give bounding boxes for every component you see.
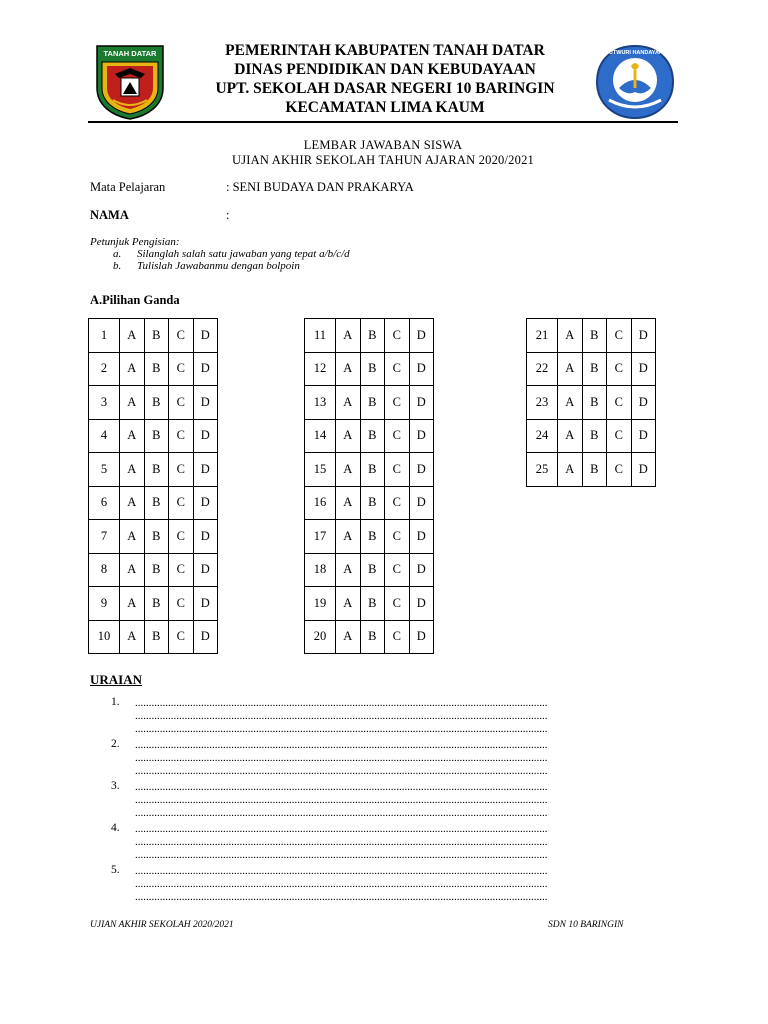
answer-option-c[interactable]: C <box>385 419 410 453</box>
instruction-b-text: Tulislah Jawabanmu dengan bolpoin <box>137 260 300 272</box>
question-number: 14 <box>305 419 336 453</box>
question-number: 10 <box>89 620 120 654</box>
question-number: 13 <box>305 386 336 420</box>
question-number: 4 <box>89 419 120 453</box>
answer-option-a[interactable]: A <box>558 319 583 353</box>
subject-value: : SENI BUDAYA DAN PRAKARYA <box>226 180 414 194</box>
answer-option-c[interactable]: C <box>169 553 194 587</box>
answer-option-a[interactable]: A <box>336 520 361 554</box>
tut-wuri-handayani-logo-text: TUTWURI HANDAYANI <box>605 50 665 56</box>
answer-table-1 <box>88 318 218 654</box>
question-number: 3 <box>89 386 120 420</box>
name-value: : <box>226 208 230 222</box>
answer-option-a[interactable]: A <box>120 453 145 487</box>
answer-option-b[interactable]: B <box>144 419 169 453</box>
answer-option-c[interactable]: C <box>385 486 410 520</box>
question-number: 7 <box>89 520 120 554</box>
answer-option-b[interactable]: B <box>144 620 169 654</box>
answer-option-c[interactable]: C <box>385 319 410 353</box>
answer-option-c[interactable]: C <box>385 553 410 587</box>
answer-option-d[interactable]: D <box>409 620 434 654</box>
answer-option-a[interactable]: A <box>120 486 145 520</box>
answer-option-a[interactable]: A <box>120 620 145 654</box>
answer-option-a[interactable]: A <box>120 553 145 587</box>
instructions-heading: Petunjuk Pengisian: <box>90 236 180 248</box>
answer-option-c[interactable]: C <box>169 587 194 621</box>
header-divider <box>88 121 678 123</box>
tanah-datar-logo-text: TANAH DATAR <box>103 49 157 58</box>
answer-option-a[interactable]: A <box>120 587 145 621</box>
answer-option-d[interactable]: D <box>193 620 218 654</box>
answer-option-c[interactable]: C <box>169 352 194 386</box>
answer-row <box>527 319 656 353</box>
answer-row <box>305 620 434 654</box>
answer-option-c[interactable]: C <box>169 486 194 520</box>
answer-option-a[interactable]: A <box>336 386 361 420</box>
question-number: 6 <box>89 486 120 520</box>
answer-option-b[interactable]: B <box>144 352 169 386</box>
answer-option-d[interactable]: D <box>193 587 218 621</box>
answer-option-b[interactable]: B <box>144 520 169 554</box>
answer-option-d[interactable]: D <box>409 386 434 420</box>
essay-answer-line[interactable]: ...................................................................................................................................................... <box>135 823 548 835</box>
answer-row <box>305 453 434 487</box>
footer-right: SDN 10 BARINGIN <box>548 920 624 930</box>
answer-option-b[interactable]: B <box>360 553 385 587</box>
answer-option-b[interactable]: B <box>144 587 169 621</box>
question-number: 21 <box>527 319 558 353</box>
answer-option-a[interactable]: A <box>120 520 145 554</box>
answer-option-d[interactable]: D <box>409 453 434 487</box>
tut-wuri-handayani-logo <box>595 44 675 120</box>
answer-row <box>305 587 434 621</box>
answer-option-c[interactable]: C <box>169 520 194 554</box>
essay-question-number: 3. <box>111 780 120 792</box>
name-label: NAMA <box>90 208 129 222</box>
sheet-title <box>88 138 678 168</box>
question-number: 12 <box>305 352 336 386</box>
question-number: 20 <box>305 620 336 654</box>
answer-option-c[interactable]: C <box>385 453 410 487</box>
answer-option-d[interactable]: D <box>631 352 656 386</box>
answer-row <box>89 520 218 554</box>
answer-option-d[interactable]: D <box>193 352 218 386</box>
answer-option-c[interactable]: C <box>169 620 194 654</box>
answer-option-d[interactable]: D <box>631 386 656 420</box>
answer-option-d[interactable]: D <box>631 419 656 453</box>
answer-option-a[interactable]: A <box>558 386 583 420</box>
essay-answer-line[interactable]: ...................................................................................................................................................... <box>135 752 548 764</box>
essay-question-number: 5. <box>111 864 120 876</box>
answer-option-c[interactable]: C <box>169 319 194 353</box>
answer-option-d[interactable]: D <box>631 319 656 353</box>
answer-row <box>305 386 434 420</box>
answer-option-b[interactable]: B <box>144 386 169 420</box>
question-number: 8 <box>89 553 120 587</box>
answer-table-2 <box>304 318 434 654</box>
answer-row <box>527 352 656 386</box>
essay-answer-line[interactable]: ...................................................................................................................................................... <box>135 878 548 890</box>
answer-option-a[interactable]: A <box>336 486 361 520</box>
essay-question-number: 2. <box>111 738 120 750</box>
essay-answer-line[interactable]: ...................................................................................................................................................... <box>135 794 548 806</box>
answer-option-d[interactable]: D <box>409 553 434 587</box>
answer-row <box>527 386 656 420</box>
answer-option-d[interactable]: D <box>409 352 434 386</box>
answer-option-a[interactable]: A <box>120 352 145 386</box>
essay-answer-line[interactable]: ...................................................................................................................................................... <box>135 723 548 735</box>
answer-option-d[interactable]: D <box>193 419 218 453</box>
question-number: 9 <box>89 587 120 621</box>
essay-answer-line[interactable]: ...................................................................................................................................................... <box>135 836 548 848</box>
answer-option-a[interactable]: A <box>558 419 583 453</box>
answer-row <box>305 486 434 520</box>
answer-row <box>89 587 218 621</box>
answer-row <box>527 419 656 453</box>
answer-option-b[interactable]: B <box>360 386 385 420</box>
answer-row <box>305 319 434 353</box>
answer-option-d[interactable]: D <box>193 386 218 420</box>
instruction-b-marker: b. <box>113 260 122 272</box>
answer-option-a[interactable]: A <box>120 419 145 453</box>
answer-row <box>89 352 218 386</box>
instruction-a-text: Silanglah salah satu jawaban yang tepat a/b/c/d <box>137 248 350 260</box>
answer-option-c[interactable]: C <box>169 453 194 487</box>
answer-option-b[interactable]: B <box>582 319 607 353</box>
answer-option-b[interactable]: B <box>582 419 607 453</box>
answer-option-b[interactable]: B <box>144 453 169 487</box>
essay-answer-line[interactable]: ...................................................................................................................................................... <box>135 807 548 819</box>
answer-option-a[interactable]: A <box>336 319 361 353</box>
question-number: 24 <box>527 419 558 453</box>
answer-option-c[interactable]: C <box>607 386 632 420</box>
answer-option-c[interactable]: C <box>169 386 194 420</box>
essay-answer-line[interactable]: ...................................................................................................................................................... <box>135 849 548 861</box>
answer-row <box>305 553 434 587</box>
answer-option-d[interactable]: D <box>193 319 218 353</box>
answer-option-b[interactable]: B <box>360 486 385 520</box>
answer-option-b[interactable]: B <box>360 319 385 353</box>
answer-option-b[interactable]: B <box>360 520 385 554</box>
answer-row <box>305 352 434 386</box>
tanah-datar-logo <box>93 44 167 120</box>
answer-option-b[interactable]: B <box>582 386 607 420</box>
letterhead-line-4: KECAMATAN LIMA KAUM <box>285 99 485 116</box>
answer-option-b[interactable]: B <box>360 419 385 453</box>
answer-option-c[interactable]: C <box>607 319 632 353</box>
answer-option-d[interactable]: D <box>409 419 434 453</box>
answer-row <box>305 419 434 453</box>
answer-row <box>89 620 218 654</box>
question-number: 18 <box>305 553 336 587</box>
question-number: 25 <box>527 453 558 487</box>
question-number: 2 <box>89 352 120 386</box>
answer-option-d[interactable]: D <box>409 587 434 621</box>
instruction-a-marker: a. <box>113 248 122 260</box>
essay-answer-line[interactable]: ...................................................................................................................................................... <box>135 697 548 709</box>
answer-option-c[interactable]: C <box>607 419 632 453</box>
answer-option-c[interactable]: C <box>385 386 410 420</box>
answer-option-d[interactable]: D <box>193 520 218 554</box>
footer-left: UJIAN AKHIR SEKOLAH 2020/2021 <box>90 920 234 930</box>
question-number: 17 <box>305 520 336 554</box>
question-number: 22 <box>527 352 558 386</box>
answer-option-d[interactable]: D <box>409 486 434 520</box>
essay-answer-line[interactable]: ...................................................................................................................................................... <box>135 765 548 777</box>
sheet-title-line-1: LEMBAR JAWABAN SISWA <box>303 138 463 152</box>
uraian-title: URAIAN <box>90 672 142 687</box>
answer-option-c[interactable]: C <box>385 520 410 554</box>
answer-table-3 <box>526 318 656 487</box>
answer-row <box>305 520 434 554</box>
essay-answer-line[interactable]: ...................................................................................................................................................... <box>135 710 548 722</box>
letterhead-line-3: UPT. SEKOLAH DASAR NEGERI 10 BARINGIN <box>215 80 555 97</box>
answer-option-d[interactable]: D <box>193 486 218 520</box>
answer-row <box>89 319 218 353</box>
answer-option-a[interactable]: A <box>336 553 361 587</box>
question-number: 11 <box>305 319 336 353</box>
essay-answer-line[interactable]: ...................................................................................................................................................... <box>135 891 548 903</box>
answer-option-c[interactable]: C <box>607 352 632 386</box>
answer-option-c[interactable]: C <box>385 620 410 654</box>
answer-option-d[interactable]: D <box>409 520 434 554</box>
answer-option-a[interactable]: A <box>336 620 361 654</box>
answer-option-a[interactable]: A <box>120 319 145 353</box>
essay-answer-line[interactable]: ...................................................................................................................................................... <box>135 739 548 751</box>
answer-option-b[interactable]: B <box>360 620 385 654</box>
section-a-title: A.Pilihan Ganda <box>90 293 180 307</box>
answer-row <box>89 453 218 487</box>
answer-row <box>89 486 218 520</box>
letterhead <box>170 41 600 117</box>
answer-option-d[interactable]: D <box>193 553 218 587</box>
answer-option-c[interactable]: C <box>385 352 410 386</box>
answer-option-b[interactable]: B <box>360 453 385 487</box>
question-number: 1 <box>89 319 120 353</box>
question-number: 5 <box>89 453 120 487</box>
answer-option-a[interactable]: A <box>558 453 583 487</box>
answer-option-b[interactable]: B <box>360 587 385 621</box>
answer-option-c[interactable]: C <box>169 419 194 453</box>
answer-option-a[interactable]: A <box>336 453 361 487</box>
answer-option-a[interactable]: A <box>120 386 145 420</box>
question-number: 19 <box>305 587 336 621</box>
answer-option-c[interactable]: C <box>607 453 632 487</box>
answer-option-d[interactable]: D <box>631 453 656 487</box>
answer-option-a[interactable]: A <box>336 419 361 453</box>
answer-option-a[interactable]: A <box>558 352 583 386</box>
answer-option-a[interactable]: A <box>336 587 361 621</box>
letterhead-line-1: PEMERINTAH KABUPATEN TANAH DATAR <box>225 42 545 59</box>
question-number: 23 <box>527 386 558 420</box>
answer-option-b[interactable]: B <box>144 319 169 353</box>
answer-option-d[interactable]: D <box>409 319 434 353</box>
essay-question-number: 1. <box>111 696 120 708</box>
answer-option-b[interactable]: B <box>144 486 169 520</box>
answer-row <box>527 453 656 487</box>
sheet-title-line-2: UJIAN AKHIR SEKOLAH TAHUN AJARAN 2020/2021 <box>232 153 534 167</box>
answer-option-a[interactable]: A <box>336 352 361 386</box>
answer-row <box>89 419 218 453</box>
question-number: 15 <box>305 453 336 487</box>
essay-answer-line[interactable]: ...................................................................................................................................................... <box>135 781 548 793</box>
answer-option-b[interactable]: B <box>360 352 385 386</box>
answer-option-c[interactable]: C <box>385 587 410 621</box>
answer-row <box>89 386 218 420</box>
answer-option-d[interactable]: D <box>193 453 218 487</box>
question-number: 16 <box>305 486 336 520</box>
essay-answer-line[interactable]: ...................................................................................................................................................... <box>135 865 548 877</box>
essay-question-number: 4. <box>111 822 120 834</box>
answer-option-b[interactable]: B <box>144 553 169 587</box>
answer-option-b[interactable]: B <box>582 352 607 386</box>
answer-option-b[interactable]: B <box>582 453 607 487</box>
subject-label: Mata Pelajaran <box>90 180 166 194</box>
letterhead-line-2: DINAS PENDIDIKAN DAN KEBUDAYAAN <box>234 61 536 78</box>
answer-row <box>89 553 218 587</box>
